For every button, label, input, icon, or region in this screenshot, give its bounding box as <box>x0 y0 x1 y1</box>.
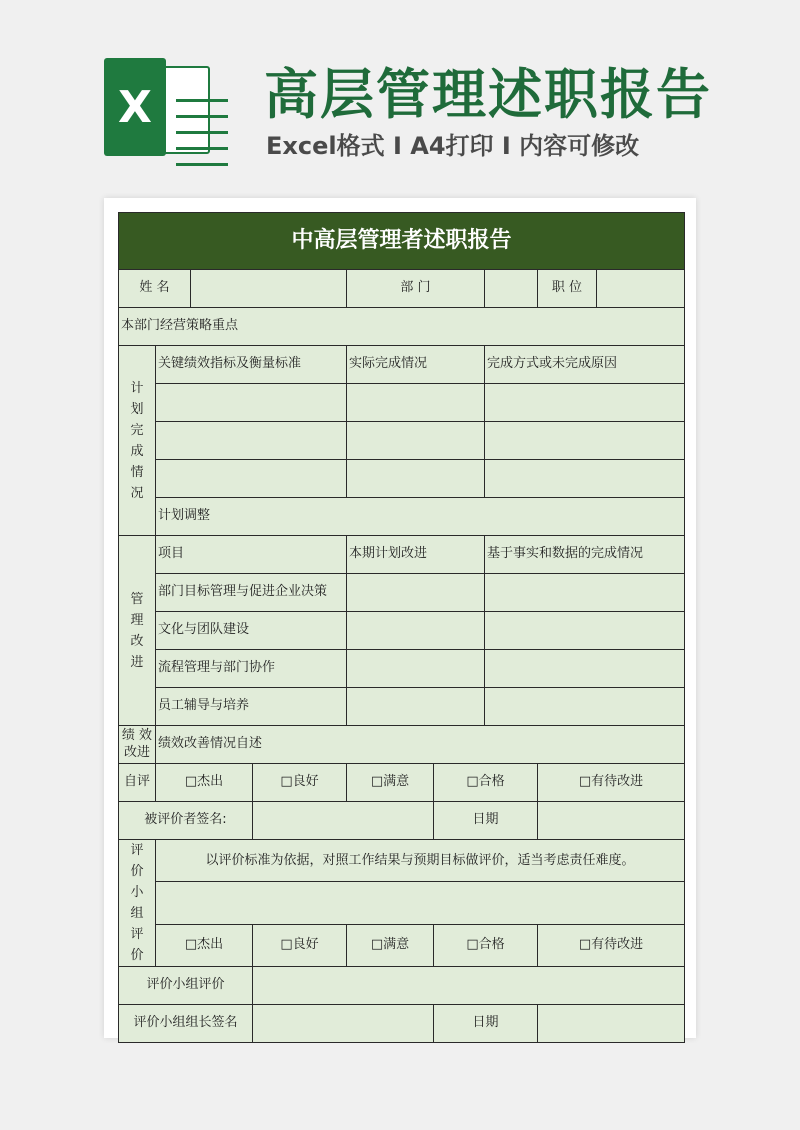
group-eval-field[interactable] <box>253 967 685 1005</box>
table-row <box>119 574 685 612</box>
mgmt-header-item: 项目 <box>156 536 347 574</box>
group-leader-field[interactable] <box>253 1005 434 1043</box>
mgmt-result-cell[interactable] <box>485 612 685 650</box>
group-option-satisfied[interactable]: □满意 <box>347 924 434 966</box>
table-row <box>119 460 685 498</box>
mgmt-item-label: 流程管理与部门协作 <box>156 650 347 688</box>
mgmt-plan-cell[interactable] <box>347 688 485 726</box>
date-field-2[interactable] <box>538 1005 685 1043</box>
date-label-2: 日期 <box>434 1005 538 1043</box>
plan-side-label: 计划完成情况 <box>119 346 156 536</box>
mgmt-item-label: 员工辅导与培养 <box>156 688 347 726</box>
mgmt-item-label: 文化与团队建设 <box>156 612 347 650</box>
plan-method-cell[interactable] <box>485 460 685 498</box>
self-eval-label: 自评 <box>119 764 156 802</box>
signature-field[interactable] <box>253 802 434 840</box>
mgmt-plan-cell[interactable] <box>347 574 485 612</box>
mgmt-header-plan: 本期计划改进 <box>347 536 485 574</box>
mgmt-result-cell[interactable] <box>485 688 685 726</box>
name-field[interactable] <box>191 270 347 308</box>
group-leader-label: 评价小组组长签名 <box>119 1005 253 1043</box>
header-banner <box>0 0 800 200</box>
mgmt-result-cell[interactable] <box>485 574 685 612</box>
logo-badge: X <box>104 58 166 156</box>
mgmt-plan-cell[interactable] <box>347 650 485 688</box>
mgmt-side-label: 管理改进 <box>119 536 156 726</box>
table-row <box>119 688 685 726</box>
plan-method-cell[interactable] <box>485 384 685 422</box>
self-eval-option-satisfied[interactable]: □满意 <box>347 764 434 802</box>
plan-header-actual: 实际完成情况 <box>347 346 485 384</box>
signature-label: 被评价者签名: <box>119 802 253 840</box>
mgmt-item-label: 部门目标管理与促进企业决策 <box>156 574 347 612</box>
plan-kpi-cell[interactable] <box>156 460 347 498</box>
table-row <box>119 612 685 650</box>
position-label: 职 位 <box>538 270 597 308</box>
table-row <box>119 422 685 460</box>
mgmt-header-result: 基于事实和数据的完成情况 <box>485 536 685 574</box>
self-eval-option-qualified[interactable]: □合格 <box>434 764 538 802</box>
plan-adjust-label[interactable]: 计划调整 <box>156 498 685 536</box>
mgmt-result-cell[interactable] <box>485 650 685 688</box>
plan-actual-cell[interactable] <box>347 460 485 498</box>
plan-header-kpi: 关键绩效指标及衡量标准 <box>156 346 347 384</box>
group-comment-field[interactable] <box>156 882 685 924</box>
excel-logo-icon <box>104 58 208 156</box>
name-label: 姓 名 <box>119 270 191 308</box>
self-eval-option-good[interactable]: □良好 <box>253 764 347 802</box>
group-option-outstanding[interactable]: □杰出 <box>156 924 253 966</box>
date-label: 日期 <box>434 802 538 840</box>
position-field[interactable] <box>597 270 685 308</box>
perf-desc[interactable]: 绩效改善情况自述 <box>156 726 685 764</box>
dept-field[interactable] <box>485 270 538 308</box>
perf-side-label: 绩 效改进 <box>119 726 156 764</box>
group-note: 以评价标准为依据，对照工作结果与预期目标做评价，适当考虑责任难度。 <box>156 840 685 882</box>
self-eval-option-improve[interactable]: □有待改进 <box>538 764 685 802</box>
logo-grid <box>176 90 228 170</box>
group-option-improve[interactable]: □有待改进 <box>538 924 685 966</box>
banner-subtitle: Excel格式 I A4打印 I 内容可修改 <box>266 132 640 160</box>
table-row <box>119 384 685 422</box>
group-option-good[interactable]: □良好 <box>253 924 347 966</box>
plan-method-cell[interactable] <box>485 422 685 460</box>
form-title: 中高层管理者述职报告 <box>119 213 685 270</box>
self-eval-option-outstanding[interactable]: □杰出 <box>156 764 253 802</box>
plan-actual-cell[interactable] <box>347 384 485 422</box>
group-eval-label: 评价小组评价 <box>119 967 253 1005</box>
plan-kpi-cell[interactable] <box>156 422 347 460</box>
date-field[interactable] <box>538 802 685 840</box>
plan-actual-cell[interactable] <box>347 422 485 460</box>
banner-title: 高层管理述职报告 <box>264 63 712 126</box>
mgmt-plan-cell[interactable] <box>347 612 485 650</box>
dept-label: 部 门 <box>347 270 485 308</box>
strategy-label: 本部门经营策略重点 <box>119 308 685 346</box>
group-side-label: 评价小组评价 <box>119 840 156 967</box>
plan-kpi-cell[interactable] <box>156 384 347 422</box>
group-option-qualified[interactable]: □合格 <box>434 924 538 966</box>
report-form <box>118 212 685 1043</box>
table-row <box>119 650 685 688</box>
plan-header-method: 完成方式或未完成原因 <box>485 346 685 384</box>
